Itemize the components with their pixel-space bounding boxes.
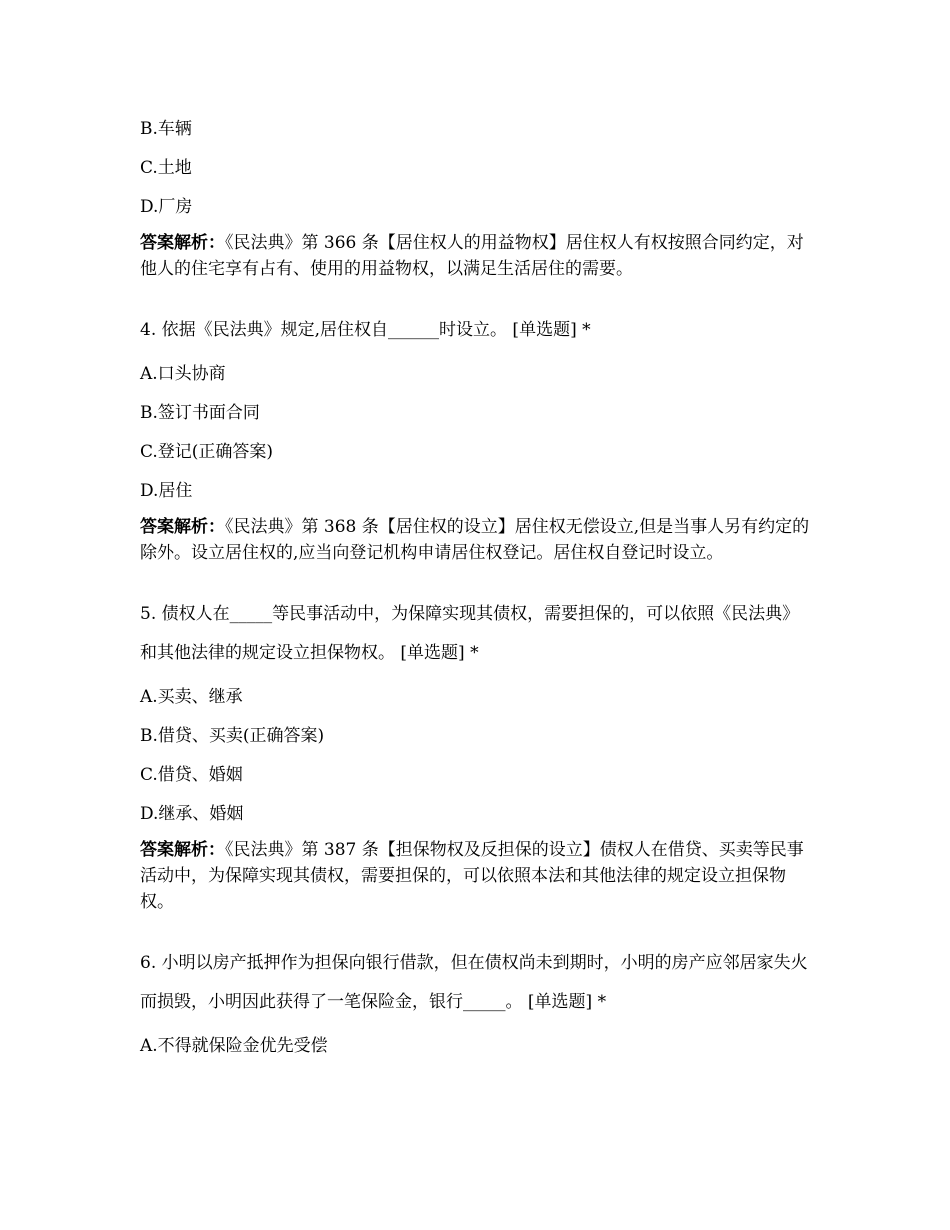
option-d: D.厂房	[140, 197, 193, 217]
option-a: A.口头协商	[140, 364, 226, 384]
question-text: 6. 小明以房产抵押作为担保向银行借款，但在债权尚未到期时，小明的房产应邻居家失火而损毁，小明因此获得了一笔保险金，银行_____。 [单选题] *	[140, 953, 808, 1012]
option-a: A.买卖、继承	[140, 687, 243, 707]
option-c: C.登记(正确答案)	[140, 442, 274, 462]
answer-explanation	[140, 230, 812, 282]
option-b: B.签订书面合同	[140, 403, 260, 423]
question-block-6	[140, 944, 812, 1066]
explanation-label: 答案解析：	[140, 233, 225, 253]
question-block-3	[140, 110, 812, 282]
option-a: A.不得就保险金优先受偿	[140, 1036, 328, 1056]
question-block-5	[140, 595, 812, 915]
explanation-label: 答案解析：	[140, 840, 225, 860]
question-text: 4. 依据《民法典》规定,居住权自______时设立。 [单选题] *	[140, 320, 591, 340]
answer-explanation	[140, 837, 812, 915]
question-text: 5. 债权人在_____等民事活动中，为保障实现其债权，需要担保的，可以依照《民法典》和其他法律的规定设立担保物权。 [单选题] *	[140, 604, 800, 663]
option-c: C.土地	[140, 158, 192, 178]
option-d: D.继承、婚姻	[140, 804, 244, 824]
explanation-label: 答案解析：	[140, 517, 225, 537]
option-d: D.居住	[140, 481, 193, 501]
explanation-text: 《民法典》第 366 条【居住权人的用益物权】居住权人有权按照合同约定，对他人的住宅享有占有、使用的用益物权，以满足生活居住的需要。	[140, 233, 804, 279]
question-block-4	[140, 311, 812, 566]
explanation-text: 《民法典》第 387 条【担保物权及反担保的设立】债权人在借贷、买卖等民事活动中，为保障实现其债权，需要担保的，可以依照本法和其他法律的规定设立担保物权。	[140, 840, 804, 912]
option-b: B.借贷、买卖(正确答案)	[140, 726, 325, 746]
option-c: C.借贷、婚姻	[140, 765, 243, 785]
explanation-text: 《民法典》第 368 条【居住权的设立】居住权无偿设立,但是当事人另有约定的除外。设立居住权的,应当向登记机构申请居住权登记。居住权自登记时设立。	[140, 517, 810, 563]
option-b: B.车辆	[140, 119, 192, 139]
answer-explanation	[140, 514, 812, 566]
document-page	[140, 110, 812, 1066]
